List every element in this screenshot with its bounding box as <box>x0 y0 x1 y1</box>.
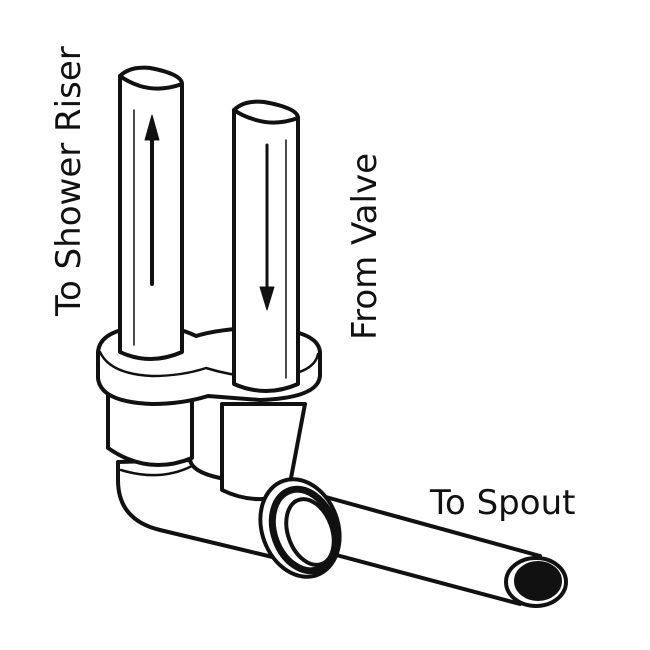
label-to-shower-riser: To Shower Riser <box>49 46 89 316</box>
label-to-spout: To Spout <box>430 483 576 523</box>
label-from-valve: From Valve <box>345 153 385 340</box>
spout-pipe-opening <box>516 563 560 599</box>
